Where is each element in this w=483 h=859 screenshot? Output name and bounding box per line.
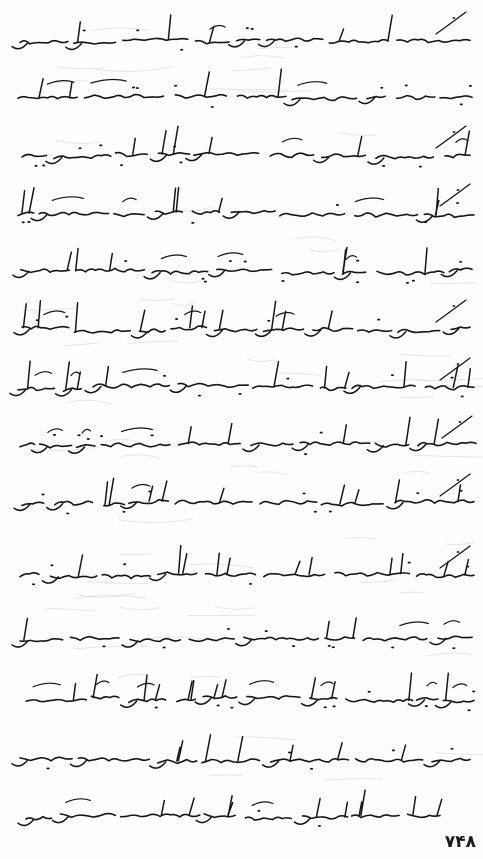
manuscript-line — [22, 126, 470, 168]
manuscript-line — [18, 69, 472, 108]
ink-bleed-through — [23, 28, 483, 780]
manuscript-line — [12, 618, 472, 649]
manuscript-line — [20, 416, 476, 455]
manuscript-line — [10, 358, 474, 397]
manuscript-line — [12, 12, 470, 51]
manuscript-line — [18, 184, 474, 224]
manuscript-line — [20, 546, 474, 586]
manuscript-line — [14, 474, 474, 514]
manuscript-line — [13, 248, 472, 284]
manuscript-line — [14, 300, 470, 338]
manuscript-line — [26, 673, 475, 711]
manuscript-line — [12, 735, 470, 770]
page-number: ۷۴۸ — [444, 832, 476, 852]
manuscript-line — [18, 790, 442, 827]
handwritten-lines — [10, 12, 476, 827]
